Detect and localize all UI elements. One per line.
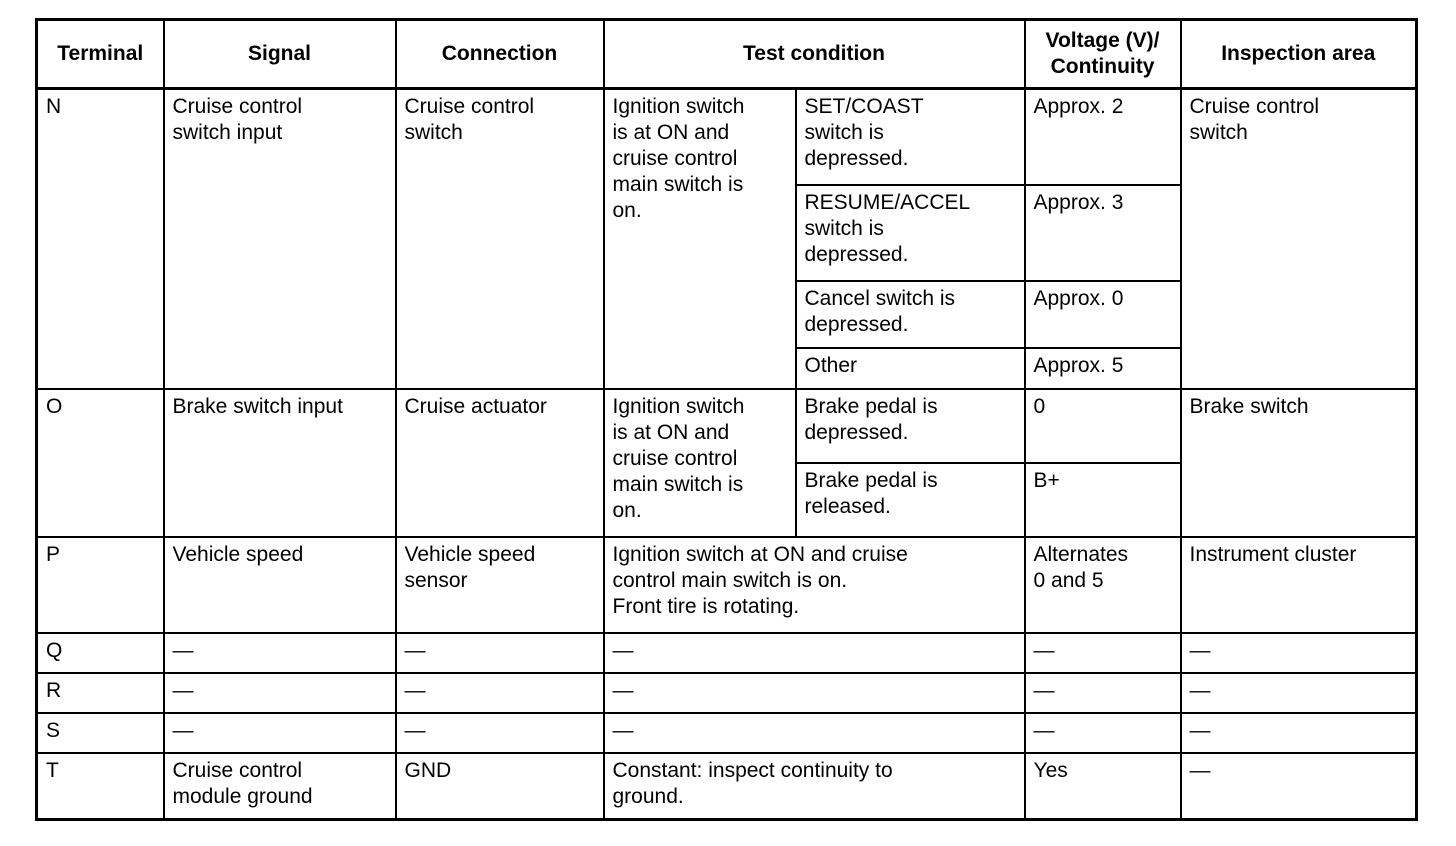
connection-cell: —	[396, 713, 604, 753]
inspection-area-cell: —	[1181, 753, 1417, 820]
table-row	[37, 537, 1417, 633]
terminal-spec-table	[35, 18, 1418, 821]
voltage-cell: —	[1025, 673, 1181, 713]
test-condition-cell: Constant: inspect continuity to ground.	[604, 753, 1025, 820]
signal-cell: Vehicle speed	[164, 537, 396, 633]
table-row	[37, 633, 1417, 673]
table-row	[37, 89, 1417, 185]
terminal-cell: O	[37, 389, 164, 537]
signal-cell: Brake switch input	[164, 389, 396, 537]
terminal-cell: S	[37, 713, 164, 753]
connection-cell: GND	[396, 753, 604, 820]
inspection-area-cell: —	[1181, 713, 1417, 753]
voltage-cell: B+	[1025, 463, 1181, 537]
table-row	[37, 389, 1417, 463]
sub-condition-cell: RESUME/ACCEL switch is depressed.	[796, 185, 1025, 281]
connection-cell: —	[396, 673, 604, 713]
sub-condition-cell: Brake pedal is depressed.	[796, 389, 1025, 463]
table-row	[37, 713, 1417, 753]
header-test-condition: Test condition	[604, 20, 1025, 89]
header-connection: Connection	[396, 20, 604, 89]
connection-cell: Cruise actuator	[396, 389, 604, 537]
header-voltage: Voltage (V)/ Continuity	[1025, 20, 1181, 89]
terminal-cell: N	[37, 89, 164, 389]
test-condition-cell: —	[604, 673, 1025, 713]
inspection-area-cell: —	[1181, 673, 1417, 713]
inspection-area-cell: Brake switch	[1181, 389, 1417, 537]
voltage-cell: —	[1025, 633, 1181, 673]
signal-cell: —	[164, 673, 396, 713]
table-row	[37, 753, 1417, 820]
header-signal: Signal	[164, 20, 396, 89]
test-condition-cell: Ignition switch at ON and cruise control main switch is on. Front tire is rotating.	[604, 537, 1025, 633]
connection-cell: Vehicle speed sensor	[396, 537, 604, 633]
terminal-cell: P	[37, 537, 164, 633]
terminal-cell: T	[37, 753, 164, 820]
inspection-area-cell: Instrument cluster	[1181, 537, 1417, 633]
signal-cell: —	[164, 713, 396, 753]
test-condition-cell: —	[604, 713, 1025, 753]
header-terminal: Terminal	[37, 20, 164, 89]
signal-cell: —	[164, 633, 396, 673]
voltage-cell: Approx. 5	[1025, 348, 1181, 389]
voltage-cell: Approx. 0	[1025, 281, 1181, 348]
test-condition-cell: Ignition switch is at ON and cruise control main switch is on.	[604, 389, 796, 537]
test-condition-cell: —	[604, 633, 1025, 673]
sub-condition-cell: SET/COAST switch is depressed.	[796, 89, 1025, 185]
inspection-area-cell: —	[1181, 633, 1417, 673]
voltage-cell: 0	[1025, 389, 1181, 463]
header-inspection-area: Inspection area	[1181, 20, 1417, 89]
voltage-cell: Approx. 2	[1025, 89, 1181, 185]
signal-cell: Cruise control module ground	[164, 753, 396, 820]
connection-cell: —	[396, 633, 604, 673]
header-row	[37, 20, 1417, 89]
voltage-cell: —	[1025, 713, 1181, 753]
voltage-cell: Approx. 3	[1025, 185, 1181, 281]
sub-condition-cell: Other	[796, 348, 1025, 389]
signal-cell: Cruise control switch input	[164, 89, 396, 389]
connection-cell: Cruise control switch	[396, 89, 604, 389]
inspection-area-cell: Cruise control switch	[1181, 89, 1417, 389]
voltage-cell: Alternates 0 and 5	[1025, 537, 1181, 633]
voltage-cell: Yes	[1025, 753, 1181, 820]
test-condition-cell: Ignition switch is at ON and cruise control main switch is on.	[604, 89, 796, 389]
table-row	[37, 673, 1417, 713]
terminal-cell: Q	[37, 633, 164, 673]
terminal-cell: R	[37, 673, 164, 713]
sub-condition-cell: Brake pedal is released.	[796, 463, 1025, 537]
sub-condition-cell: Cancel switch is depressed.	[796, 281, 1025, 348]
